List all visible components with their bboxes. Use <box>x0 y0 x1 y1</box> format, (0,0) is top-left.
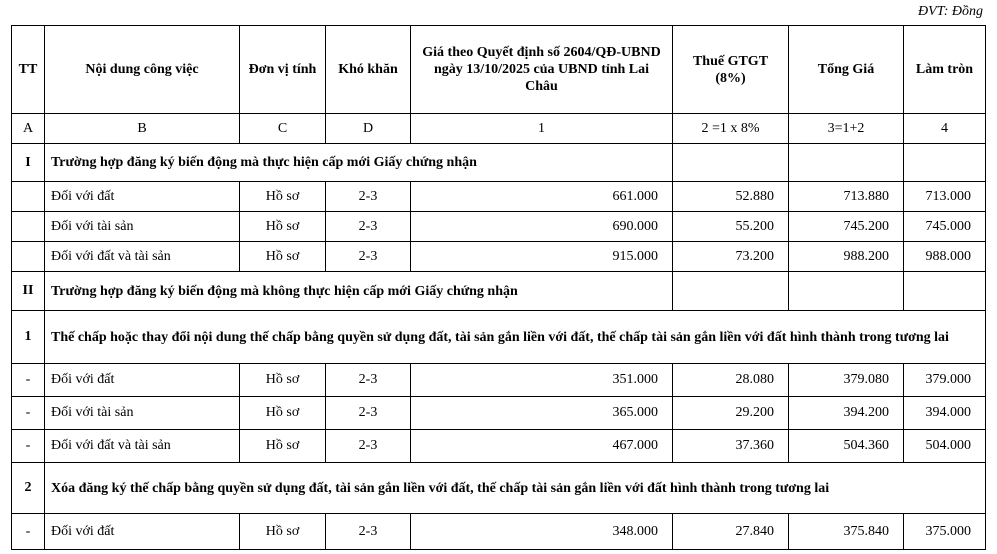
empty-cell <box>904 144 986 182</box>
table-row <box>12 212 986 242</box>
code-cell: 4 <box>904 114 986 144</box>
row-content: Đối với đất <box>45 364 240 397</box>
table-row <box>12 514 986 550</box>
row-content: Đối với đất <box>45 182 240 212</box>
table-row <box>12 430 986 463</box>
empty-cell <box>904 272 986 311</box>
row-difficulty: 2-3 <box>326 182 411 212</box>
row-tt: - <box>12 430 45 463</box>
subsection-row <box>12 463 986 514</box>
row-content: Đối với tài sản <box>45 397 240 430</box>
row-vat: 37.360 <box>673 430 789 463</box>
row-tt <box>12 182 45 212</box>
section-title: Trường hợp đăng ký biến động mà không thực hiện cấp mới Giấy chứng nhận <box>45 272 673 311</box>
row-price: 661.000 <box>411 182 673 212</box>
header-price: Giá theo Quyết định số 2604/QĐ-UBND ngày 13/10/2025 của UBND tỉnh Lai Châu <box>411 26 673 114</box>
header-difficulty: Khó khăn <box>326 26 411 114</box>
price-table <box>11 25 986 550</box>
row-difficulty: 2-3 <box>326 514 411 550</box>
row-rounded: 379.000 <box>904 364 986 397</box>
code-cell: 3=1+2 <box>789 114 904 144</box>
empty-cell <box>673 272 789 311</box>
row-total: 394.200 <box>789 397 904 430</box>
header-row <box>12 26 986 114</box>
table-row <box>12 364 986 397</box>
header-rounded: Làm tròn <box>904 26 986 114</box>
row-vat: 55.200 <box>673 212 789 242</box>
section-row <box>12 272 986 311</box>
row-vat: 28.080 <box>673 364 789 397</box>
section-number: I <box>12 144 45 182</box>
row-total: 988.200 <box>789 242 904 272</box>
code-cell: C <box>240 114 326 144</box>
row-content: Đối với đất và tài sản <box>45 242 240 272</box>
code-cell: 2 =1 x 8% <box>673 114 789 144</box>
row-difficulty: 2-3 <box>326 212 411 242</box>
row-total: 504.360 <box>789 430 904 463</box>
row-total: 375.840 <box>789 514 904 550</box>
table-row <box>12 182 986 212</box>
row-price: 915.000 <box>411 242 673 272</box>
row-tt: - <box>12 397 45 430</box>
row-unit: Hồ sơ <box>240 242 326 272</box>
row-rounded: 745.000 <box>904 212 986 242</box>
row-price: 467.000 <box>411 430 673 463</box>
row-unit: Hồ sơ <box>240 514 326 550</box>
row-total: 745.200 <box>789 212 904 242</box>
row-vat: 27.840 <box>673 514 789 550</box>
row-price: 351.000 <box>411 364 673 397</box>
row-vat: 73.200 <box>673 242 789 272</box>
subsection-row <box>12 311 986 364</box>
row-total: 379.080 <box>789 364 904 397</box>
row-content: Đối với đất và tài sản <box>45 430 240 463</box>
empty-cell <box>673 144 789 182</box>
row-content: Đối với tài sản <box>45 212 240 242</box>
header-content: Nội dung công việc <box>45 26 240 114</box>
row-price: 365.000 <box>411 397 673 430</box>
header-total: Tổng Giá <box>789 26 904 114</box>
code-row <box>12 114 986 144</box>
row-difficulty: 2-3 <box>326 242 411 272</box>
row-content: Đối với đất <box>45 514 240 550</box>
row-price: 348.000 <box>411 514 673 550</box>
code-cell: 1 <box>411 114 673 144</box>
row-tt <box>12 242 45 272</box>
row-unit: Hồ sơ <box>240 182 326 212</box>
row-difficulty: 2-3 <box>326 364 411 397</box>
row-vat: 29.200 <box>673 397 789 430</box>
header-vat: Thuế GTGT (8%) <box>673 26 789 114</box>
subsection-number: 2 <box>12 463 45 514</box>
row-price: 690.000 <box>411 212 673 242</box>
unit-label: ĐVT: Đồng <box>918 4 983 19</box>
header-tt: TT <box>12 26 45 114</box>
row-rounded: 988.000 <box>904 242 986 272</box>
row-unit: Hồ sơ <box>240 212 326 242</box>
row-unit: Hồ sơ <box>240 430 326 463</box>
row-difficulty: 2-3 <box>326 397 411 430</box>
subsection-title: Thế chấp hoặc thay đổi nội dung thế chấp bằng quyền sử dụng đất, tài sản gắn liền với đất, thế chấp tài sản gắn liền với đất hình thành trong tương lai <box>45 311 986 364</box>
code-cell: B <box>45 114 240 144</box>
header-unit: Đơn vị tính <box>240 26 326 114</box>
row-tt: - <box>12 514 45 550</box>
row-rounded: 713.000 <box>904 182 986 212</box>
row-difficulty: 2-3 <box>326 430 411 463</box>
row-unit: Hồ sơ <box>240 364 326 397</box>
empty-cell <box>789 144 904 182</box>
row-total: 713.880 <box>789 182 904 212</box>
row-rounded: 504.000 <box>904 430 986 463</box>
row-vat: 52.880 <box>673 182 789 212</box>
section-title: Trường hợp đăng ký biến động mà thực hiện cấp mới Giấy chứng nhận <box>45 144 673 182</box>
empty-cell <box>789 272 904 311</box>
table-row <box>12 242 986 272</box>
row-rounded: 394.000 <box>904 397 986 430</box>
row-rounded: 375.000 <box>904 514 986 550</box>
section-number: II <box>12 272 45 311</box>
row-tt <box>12 212 45 242</box>
subsection-number: 1 <box>12 311 45 364</box>
row-unit: Hồ sơ <box>240 397 326 430</box>
subsection-title: Xóa đăng ký thế chấp bằng quyền sử dụng đất, tài sản gắn liền với đất, thế chấp tài sản gắn liền với đất hình thành trong tương lai <box>45 463 986 514</box>
code-cell: A <box>12 114 45 144</box>
table-row <box>12 397 986 430</box>
code-cell: D <box>326 114 411 144</box>
section-row <box>12 144 986 182</box>
row-tt: - <box>12 364 45 397</box>
